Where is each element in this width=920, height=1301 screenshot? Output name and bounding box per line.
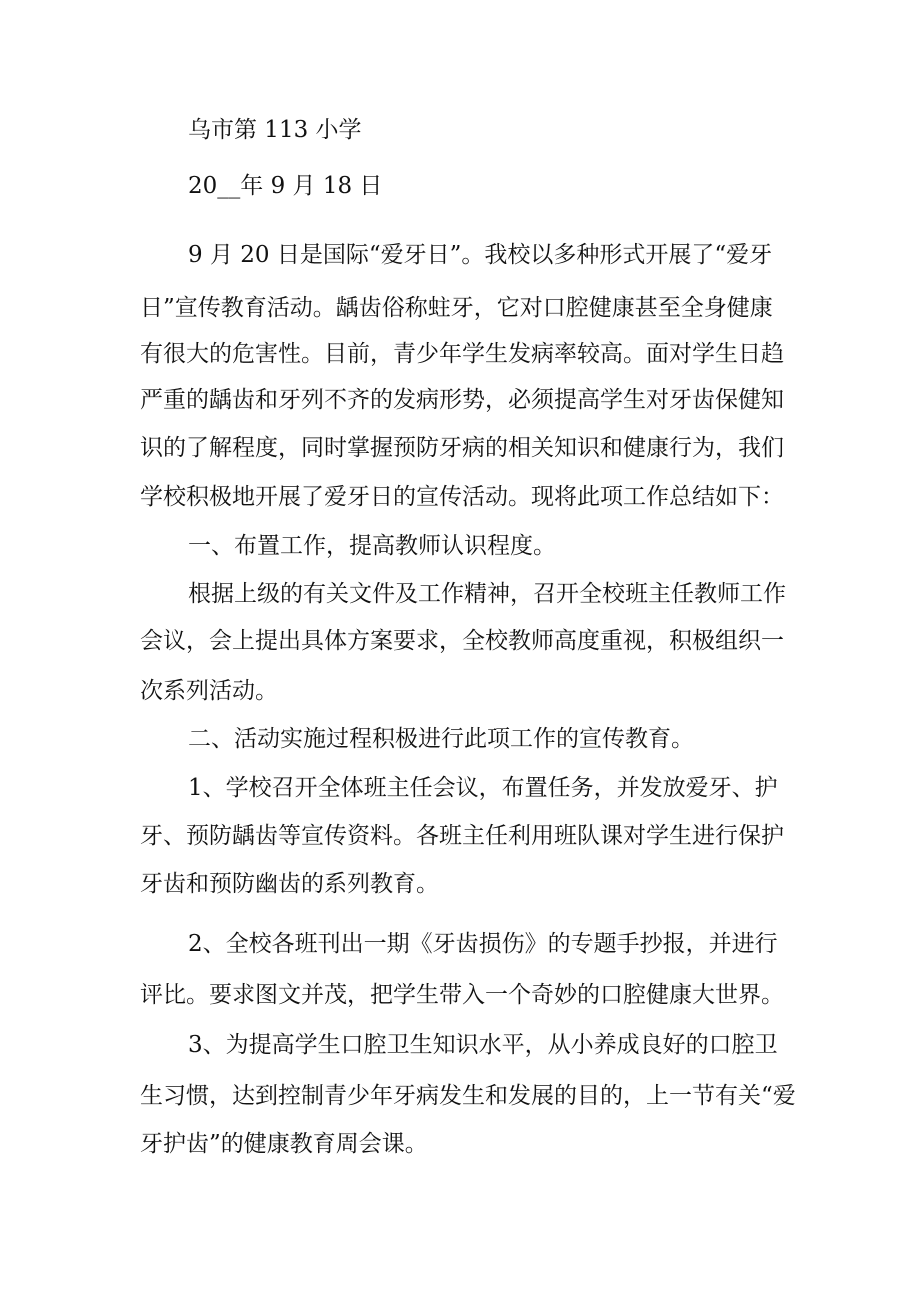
paragraph-line: 日”宣传教育活动。龋齿俗称蛀牙，它对口腔健康甚至全身健康	[140, 295, 773, 321]
report-date: 20__年 9 月 18 日	[188, 173, 383, 199]
paragraph-line: 2、全校各班刊出一期《牙齿损伤》的专题手抄报，并进行	[188, 931, 778, 957]
paragraph-line: 严重的龋齿和牙列不齐的发病形势，必须提高学生对牙齿保健知	[140, 387, 784, 413]
paragraph-line: 识的了解程度，同时掌握预防牙病的相关知识和健康行为，我们	[140, 435, 784, 461]
paragraph-line: 会议，会上提出具体方案要求，全校教师高度重视，积极组织一	[140, 628, 784, 654]
paragraph-line: 牙齿和预防幽齿的系列教育。	[140, 871, 439, 897]
paragraph-line: 牙护齿”的健康教育周会课。	[140, 1131, 428, 1157]
paragraph-line: 牙、预防龋齿等宣传资料。各班主任利用班队课对学生进行保护	[140, 823, 784, 849]
section-heading-1: 一、布置工作，提高教师认识程度。	[188, 533, 556, 559]
paragraph-line: 1、学校召开全体班主任会议，布置任务，并发放爱牙、护	[188, 775, 778, 801]
paragraph-line: 有很大的危害性。目前，青少年学生发病率较高。面对学生日趋	[140, 341, 784, 367]
paragraph-line: 3、为提高学生口腔卫生知识水平，从小养成良好的口腔卫	[188, 1032, 778, 1058]
paragraph-line: 生习惯，达到控制青少年牙病发生和发展的目的，上一节有关“爱	[140, 1083, 796, 1109]
paragraph-line: 根据上级的有关文件及工作精神，召开全校班主任教师工作	[188, 581, 786, 607]
paragraph-line: 次系列活动。	[140, 678, 278, 704]
paragraph-line: 9 月 20 日是国际“爱牙日”。我校以多种形式开展了“爱牙	[188, 242, 773, 268]
school-name: 乌市第 113 小学	[188, 117, 362, 143]
paragraph-line: 评比。要求图文并茂，把学生带入一个奇妙的口腔健康大世界。	[140, 982, 784, 1008]
paragraph-line: 学校积极地开展了爱牙日的宣传活动。现将此项工作总结如下：	[140, 484, 784, 510]
section-heading-2: 二、活动实施过程积极进行此项工作的宣传教育。	[188, 726, 694, 752]
